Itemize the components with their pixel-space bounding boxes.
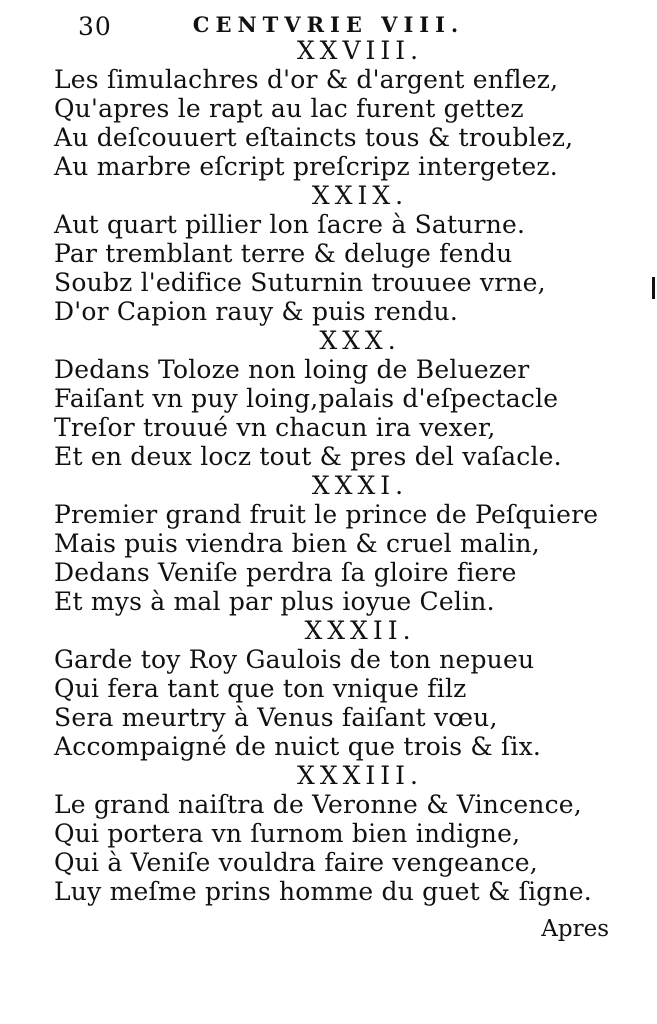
verse-line: Et en deux locz tout & pres del vaſacle. <box>54 442 562 471</box>
quatrain-numeral: XXXIII. <box>297 761 423 790</box>
verse-line: Aut quart pillier lon ſacre à Saturne. <box>54 210 526 239</box>
catchword: Apres <box>541 916 609 942</box>
verse-line: Sera meurtry à Venus faiſant vœu, <box>54 703 498 732</box>
verse-line: Garde toy Roy Gaulois de ton nepueu <box>54 645 535 674</box>
quatrain-numeral: XXVIII. <box>296 36 424 65</box>
verse-line: Luy meſme prins homme du guet & ſigne. <box>54 877 592 906</box>
quatrain-32 <box>54 616 614 761</box>
quatrain-numeral: XXIX. <box>311 181 409 210</box>
quatrain-numeral: XXXI. <box>311 471 409 500</box>
verse-line: D'or Capion rauy & puis rendu. <box>54 297 458 326</box>
verse-line: Treſor trouué vn chacun ira vexer, <box>54 413 496 442</box>
verse-line: Qu'apres le rapt au lac furent gettez <box>54 94 524 123</box>
verse-line: Au marbre eſcript preſcripz intergetez. <box>54 152 558 181</box>
verse-line: Mais puis viendra bien & cruel malin, <box>54 529 540 558</box>
page-number: 30 <box>78 12 112 41</box>
verse-line: Les ſimulachres d'or & d'argent enflez, <box>54 65 559 94</box>
verse-line: Accompaigné de nuict que trois & ſix. <box>54 732 542 761</box>
verse-line: Qui fera tant que ton vnique filz <box>54 674 467 703</box>
verse-line: Faiſant vn puy loing,palais d'eſpectacle <box>54 384 559 413</box>
quatrain-numeral: XXX. <box>319 326 401 355</box>
verse-line: Le grand naiſtra de Veronne & Vincence, <box>54 790 582 819</box>
verse-line: Qui portera vn ſurnom bien indigne, <box>54 819 521 848</box>
verse-line: Premier grand fruit le prince de Peſquiere <box>54 500 599 529</box>
verse-line: Soubz l'edifice Suturnin trouuee vrne, <box>54 268 546 297</box>
verse-line: Et mys à mal par plus ioyue Celin. <box>54 587 495 616</box>
quatrain-33 <box>54 761 614 906</box>
verse-line: Au deſcouuert eſtaincts tous & troublez, <box>54 123 574 152</box>
quatrain-28 <box>54 36 614 181</box>
verse-line: Par tremblant terre & deluge fendu <box>54 239 513 268</box>
quatrain-31 <box>54 471 614 616</box>
verse-line: Qui à Veniſe vouldra faire vengeance, <box>54 848 538 877</box>
quatrain-30 <box>54 326 614 471</box>
verse-line: Dedans Toloze non loing de Beluezer <box>54 355 530 384</box>
margin-mark <box>652 277 655 299</box>
quatrain-29 <box>54 181 614 326</box>
running-title: CENTVRIE VIII. <box>192 12 465 37</box>
quatrain-numeral: XXXII. <box>304 616 416 645</box>
verse-line: Dedans Veniſe perdra ſa gloire fiere <box>54 558 517 587</box>
